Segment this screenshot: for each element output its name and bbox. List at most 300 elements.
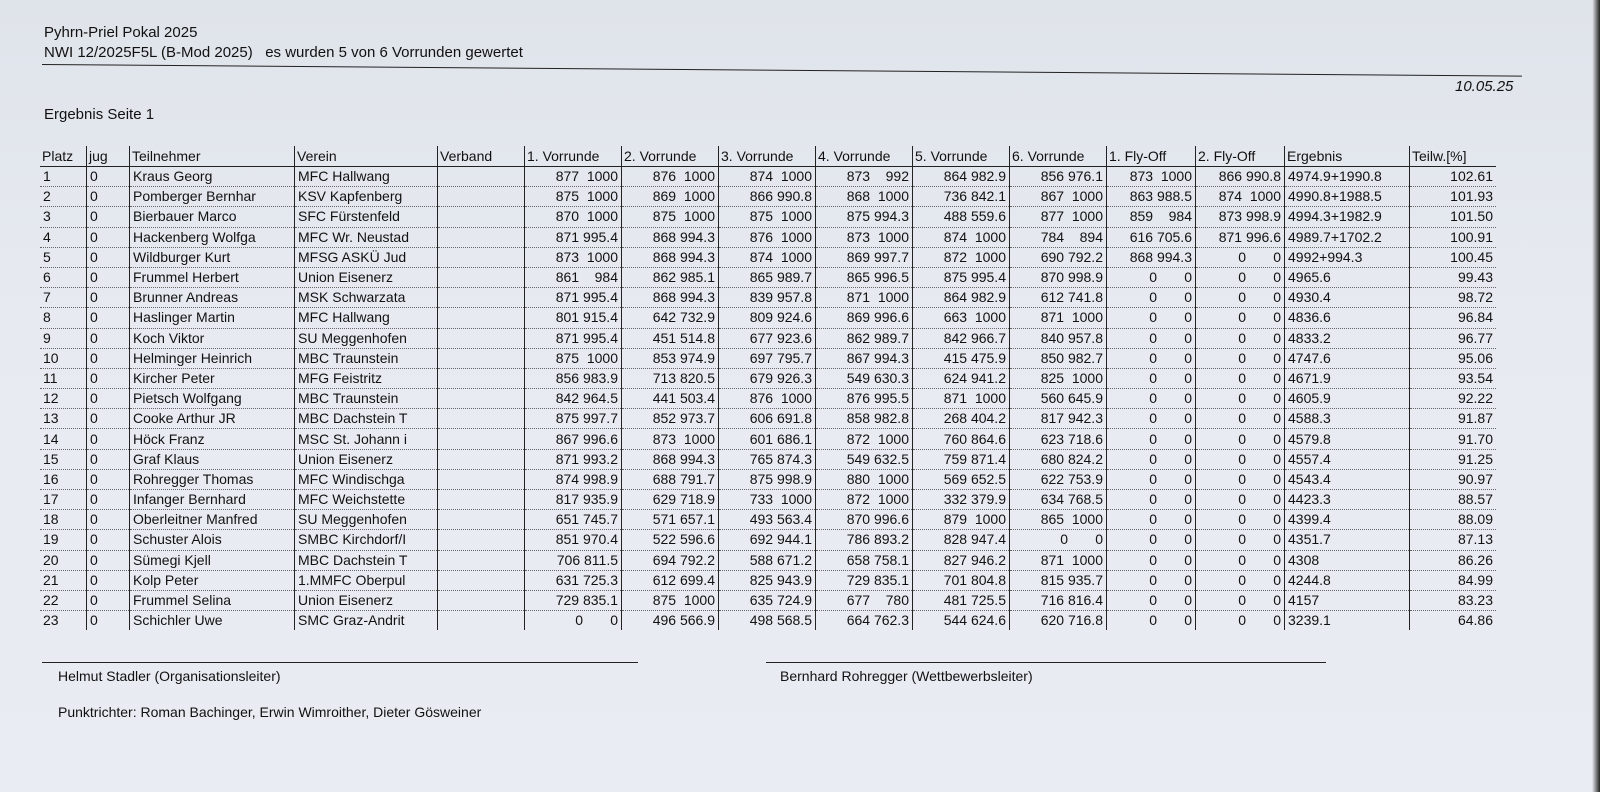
- cell-vorrunde-2: 868 994.3: [622, 288, 719, 308]
- table-row: [40, 429, 1496, 449]
- cell-vorrunde-5: 864 982.9: [913, 167, 1010, 187]
- cell-flyoff-1: 0 0: [1107, 449, 1196, 469]
- cell-teilnehmer: Graf Klaus: [130, 449, 295, 469]
- cell-ergebnis: 4989.7+1702.2: [1285, 227, 1410, 247]
- cell-verband: [438, 247, 525, 267]
- cell-flyoff-1: 0 0: [1107, 611, 1196, 631]
- cell-vorrunde-5: 569 652.5: [913, 469, 1010, 489]
- table-row: [40, 328, 1496, 348]
- col-header: Teilw.[%]: [1410, 146, 1497, 167]
- cell-vorrunde-3: 697 795.7: [719, 348, 816, 368]
- cell-vorrunde-6: 690 792.2: [1010, 247, 1107, 267]
- cell-verband: [438, 449, 525, 469]
- cell-vorrunde-5: 759 871.4: [913, 449, 1010, 469]
- cell-vorrunde-5: 827 946.2: [913, 550, 1010, 570]
- cell-jug: 0: [87, 187, 130, 207]
- header-row: [40, 146, 1496, 167]
- cell-vorrunde-4: 862 989.7: [816, 328, 913, 348]
- cell-vorrunde-1: 0 0: [525, 611, 622, 631]
- cell-vorrunde-1: 875 997.7: [525, 409, 622, 429]
- cell-vorrunde-2: 875 1000: [622, 590, 719, 610]
- cell-teilw: 90.97: [1410, 469, 1497, 489]
- cell-ergebnis: 4836.6: [1285, 308, 1410, 328]
- cell-verein: Union Eisenerz: [295, 590, 438, 610]
- cell-jug: 0: [87, 490, 130, 510]
- cell-flyoff-1: 0 0: [1107, 429, 1196, 449]
- col-header: jug: [87, 146, 130, 167]
- cell-verein: Union Eisenerz: [295, 267, 438, 287]
- table-row: [40, 288, 1496, 308]
- cell-verband: [438, 288, 525, 308]
- cell-flyoff-2: 0 0: [1196, 389, 1285, 409]
- cell-ergebnis: 4244.8: [1285, 570, 1410, 590]
- cell-vorrunde-4: 858 982.8: [816, 409, 913, 429]
- cell-teilnehmer: Kraus Georg: [130, 167, 295, 187]
- cell-teilw: 93.54: [1410, 368, 1497, 388]
- cell-teilw: 91.70: [1410, 429, 1497, 449]
- cell-vorrunde-2: 694 792.2: [622, 550, 719, 570]
- cell-flyoff-2: 871 996.6: [1196, 227, 1285, 247]
- cell-vorrunde-1: 651 745.7: [525, 510, 622, 530]
- cell-vorrunde-6: 0 0: [1010, 530, 1107, 550]
- cell-jug: 0: [87, 469, 130, 489]
- cell-flyoff-2: 0 0: [1196, 530, 1285, 550]
- cell-teilw: 92.22: [1410, 389, 1497, 409]
- cell-jug: 0: [87, 328, 130, 348]
- table-row: [40, 510, 1496, 530]
- cell-jug: 0: [87, 227, 130, 247]
- cell-vorrunde-6: 634 768.5: [1010, 490, 1107, 510]
- cell-flyoff-2: 0 0: [1196, 510, 1285, 530]
- cell-vorrunde-3: 692 944.1: [719, 530, 816, 550]
- table-row: [40, 267, 1496, 287]
- cell-verein: SU Meggenhofen: [295, 328, 438, 348]
- cell-flyoff-1: 0 0: [1107, 530, 1196, 550]
- cell-vorrunde-1: 873 1000: [525, 247, 622, 267]
- cell-jug: 0: [87, 207, 130, 227]
- col-header: 4. Vorrunde: [816, 146, 913, 167]
- cell-ergebnis: 4351.7: [1285, 530, 1410, 550]
- cell-teilnehmer: Kircher Peter: [130, 368, 295, 388]
- cell-flyoff-2: 873 998.9: [1196, 207, 1285, 227]
- cell-verband: [438, 227, 525, 247]
- cell-vorrunde-3: 876 1000: [719, 227, 816, 247]
- cell-vorrunde-5: 828 947.4: [913, 530, 1010, 550]
- cell-vorrunde-4: 865 996.5: [816, 267, 913, 287]
- cell-vorrunde-5: 701 804.8: [913, 570, 1010, 590]
- col-header: 5. Vorrunde: [913, 146, 1010, 167]
- cell-vorrunde-3: 606 691.8: [719, 409, 816, 429]
- cell-vorrunde-1: 871 993.2: [525, 449, 622, 469]
- cell-platz: 7: [40, 288, 87, 308]
- table-row: [40, 308, 1496, 328]
- cell-jug: 0: [87, 510, 130, 530]
- col-header: 1. Fly-Off: [1107, 146, 1196, 167]
- cell-ergebnis: 4992+994.3: [1285, 247, 1410, 267]
- cell-vorrunde-6: 612 741.8: [1010, 288, 1107, 308]
- cell-vorrunde-5: 624 941.2: [913, 368, 1010, 388]
- signature-line-left: [42, 662, 638, 663]
- cell-vorrunde-1: 875 1000: [525, 187, 622, 207]
- cell-teilw: 100.45: [1410, 247, 1497, 267]
- cell-vorrunde-2: 876 1000: [622, 167, 719, 187]
- cell-flyoff-2: 0 0: [1196, 550, 1285, 570]
- col-header: 2. Fly-Off: [1196, 146, 1285, 167]
- cell-platz: 8: [40, 308, 87, 328]
- cell-flyoff-2: 0 0: [1196, 429, 1285, 449]
- cell-vorrunde-3: 876 1000: [719, 389, 816, 409]
- cell-jug: 0: [87, 389, 130, 409]
- cell-vorrunde-6: 870 998.9: [1010, 267, 1107, 287]
- cell-vorrunde-5: 879 1000: [913, 510, 1010, 530]
- signature-line-right: [766, 662, 1326, 663]
- table-row: [40, 490, 1496, 510]
- cell-flyoff-1: 0 0: [1107, 267, 1196, 287]
- cell-vorrunde-2: 642 732.9: [622, 308, 719, 328]
- cell-flyoff-1: 0 0: [1107, 389, 1196, 409]
- cell-vorrunde-4: 867 994.3: [816, 348, 913, 368]
- table-row: [40, 227, 1496, 247]
- cell-vorrunde-6: 840 957.8: [1010, 328, 1107, 348]
- table-row: [40, 187, 1496, 207]
- cell-jug: 0: [87, 449, 130, 469]
- col-header: 2. Vorrunde: [622, 146, 719, 167]
- cell-flyoff-1: 0 0: [1107, 328, 1196, 348]
- cell-ergebnis: 4588.3: [1285, 409, 1410, 429]
- cell-vorrunde-5: 842 966.7: [913, 328, 1010, 348]
- cell-vorrunde-6: 867 1000: [1010, 187, 1107, 207]
- cell-vorrunde-1: 851 970.4: [525, 530, 622, 550]
- cell-vorrunde-5: 415 475.9: [913, 348, 1010, 368]
- cell-verein: MFC Hallwang: [295, 167, 438, 187]
- cell-platz: 15: [40, 449, 87, 469]
- cell-jug: 0: [87, 267, 130, 287]
- cell-platz: 1: [40, 167, 87, 187]
- cell-verein: Union Eisenerz: [295, 449, 438, 469]
- cell-teilnehmer: Pomberger Bernhar: [130, 187, 295, 207]
- cell-vorrunde-5: 872 1000: [913, 247, 1010, 267]
- cell-teilw: 96.77: [1410, 328, 1497, 348]
- document-subtitle: NWI 12/2025F5L (B-Mod 2025) es wurden 5 von 6 Vorrunden gewertet: [44, 44, 523, 61]
- cell-vorrunde-4: 549 632.5: [816, 449, 913, 469]
- header-rule: [42, 64, 1522, 77]
- cell-flyoff-2: 0 0: [1196, 611, 1285, 631]
- cell-vorrunde-4: 872 1000: [816, 429, 913, 449]
- cell-teilnehmer: Kolp Peter: [130, 570, 295, 590]
- cell-teilw: 91.25: [1410, 449, 1497, 469]
- cell-flyoff-1: 868 994.3: [1107, 247, 1196, 267]
- cell-platz: 21: [40, 570, 87, 590]
- cell-vorrunde-4: 871 1000: [816, 288, 913, 308]
- cell-ergebnis: 4974.9+1990.8: [1285, 167, 1410, 187]
- table-row: [40, 389, 1496, 409]
- cell-teilw: 99.43: [1410, 267, 1497, 287]
- cell-flyoff-2: 0 0: [1196, 267, 1285, 287]
- cell-vorrunde-4: 873 992: [816, 167, 913, 187]
- cell-vorrunde-3: 865 989.7: [719, 267, 816, 287]
- cell-verein: SMBC Kirchdorf/I: [295, 530, 438, 550]
- cell-vorrunde-2: 868 994.3: [622, 449, 719, 469]
- cell-ergebnis: 4833.2: [1285, 328, 1410, 348]
- cell-teilnehmer: Sümegi Kjell: [130, 550, 295, 570]
- section-heading: Ergebnis Seite 1: [44, 106, 155, 123]
- cell-flyoff-2: 0 0: [1196, 308, 1285, 328]
- cell-jug: 0: [87, 247, 130, 267]
- cell-vorrunde-1: 874 998.9: [525, 469, 622, 489]
- cell-flyoff-2: 0 0: [1196, 328, 1285, 348]
- table-row: [40, 348, 1496, 368]
- cell-verein: MFC Hallwang: [295, 308, 438, 328]
- cell-platz: 17: [40, 490, 87, 510]
- cell-ergebnis: 4994.3+1982.9: [1285, 207, 1410, 227]
- cell-verein: SU Meggenhofen: [295, 510, 438, 530]
- cell-vorrunde-4: 873 1000: [816, 227, 913, 247]
- cell-vorrunde-6: 620 716.8: [1010, 611, 1107, 631]
- cell-flyoff-1: 873 1000: [1107, 167, 1196, 187]
- cell-vorrunde-6: 815 935.7: [1010, 570, 1107, 590]
- cell-flyoff-1: 863 988.5: [1107, 187, 1196, 207]
- cell-teilw: 102.61: [1410, 167, 1497, 187]
- cell-teilnehmer: Bierbauer Marco: [130, 207, 295, 227]
- cell-teilnehmer: Wildburger Kurt: [130, 247, 295, 267]
- cell-vorrunde-5: 332 379.9: [913, 490, 1010, 510]
- cell-flyoff-1: 0 0: [1107, 469, 1196, 489]
- cell-vorrunde-1: 856 983.9: [525, 368, 622, 388]
- table-row: [40, 368, 1496, 388]
- cell-vorrunde-2: 869 1000: [622, 187, 719, 207]
- cell-ergebnis: 4965.6: [1285, 267, 1410, 287]
- cell-vorrunde-4: 875 994.3: [816, 207, 913, 227]
- cell-jug: 0: [87, 550, 130, 570]
- cell-vorrunde-5: 874 1000: [913, 227, 1010, 247]
- cell-verband: [438, 389, 525, 409]
- cell-vorrunde-3: 493 563.4: [719, 510, 816, 530]
- cell-vorrunde-3: 874 1000: [719, 247, 816, 267]
- table-row: [40, 611, 1496, 631]
- cell-vorrunde-4: 868 1000: [816, 187, 913, 207]
- cell-vorrunde-5: 663 1000: [913, 308, 1010, 328]
- cell-ergebnis: 4308: [1285, 550, 1410, 570]
- cell-verband: [438, 409, 525, 429]
- cell-vorrunde-4: 872 1000: [816, 490, 913, 510]
- cell-flyoff-1: 0 0: [1107, 409, 1196, 429]
- cell-vorrunde-1: 867 996.6: [525, 429, 622, 449]
- cell-verband: [438, 590, 525, 610]
- cell-flyoff-2: 0 0: [1196, 449, 1285, 469]
- cell-flyoff-2: 0 0: [1196, 368, 1285, 388]
- cell-vorrunde-2: 868 994.3: [622, 247, 719, 267]
- cell-ergebnis: 3239.1: [1285, 611, 1410, 631]
- cell-vorrunde-4: 549 630.3: [816, 368, 913, 388]
- cell-jug: 0: [87, 429, 130, 449]
- cell-verein: KSV Kapfenberg: [295, 187, 438, 207]
- cell-flyoff-2: 0 0: [1196, 409, 1285, 429]
- cell-teilnehmer: Frummel Selina: [130, 590, 295, 610]
- cell-vorrunde-5: 544 624.6: [913, 611, 1010, 631]
- cell-teilw: 95.06: [1410, 348, 1497, 368]
- cell-platz: 16: [40, 469, 87, 489]
- col-header: Verein: [295, 146, 438, 167]
- cell-vorrunde-5: 864 982.9: [913, 288, 1010, 308]
- cell-teilw: 87.13: [1410, 530, 1497, 550]
- cell-flyoff-2: 0 0: [1196, 247, 1285, 267]
- cell-verband: [438, 368, 525, 388]
- cell-platz: 5: [40, 247, 87, 267]
- cell-vorrunde-2: 713 820.5: [622, 368, 719, 388]
- col-header: Ergebnis: [1285, 146, 1410, 167]
- table-row: [40, 530, 1496, 550]
- cell-vorrunde-1: 631 725.3: [525, 570, 622, 590]
- cell-vorrunde-1: 861 984: [525, 267, 622, 287]
- cell-teilw: 88.57: [1410, 490, 1497, 510]
- cell-vorrunde-6: 877 1000: [1010, 207, 1107, 227]
- cell-platz: 11: [40, 368, 87, 388]
- cell-flyoff-1: 0 0: [1107, 288, 1196, 308]
- cell-verband: [438, 469, 525, 489]
- cell-platz: 22: [40, 590, 87, 610]
- table-row: [40, 590, 1496, 610]
- cell-vorrunde-1: 871 995.4: [525, 288, 622, 308]
- cell-flyoff-2: 0 0: [1196, 348, 1285, 368]
- cell-vorrunde-2: 441 503.4: [622, 389, 719, 409]
- cell-verband: [438, 530, 525, 550]
- cell-vorrunde-6: 817 942.3: [1010, 409, 1107, 429]
- cell-vorrunde-3: 825 943.9: [719, 570, 816, 590]
- cell-verband: [438, 187, 525, 207]
- cell-verein: MSC St. Johann i: [295, 429, 438, 449]
- cell-verein: MFG Feistritz: [295, 368, 438, 388]
- cell-teilnehmer: Rohregger Thomas: [130, 469, 295, 489]
- cell-vorrunde-4: 869 997.7: [816, 247, 913, 267]
- cell-verband: [438, 167, 525, 187]
- cell-vorrunde-1: 871 995.4: [525, 328, 622, 348]
- cell-flyoff-1: 0 0: [1107, 368, 1196, 388]
- cell-teilnehmer: Hackenberg Wolfga: [130, 227, 295, 247]
- cell-teilnehmer: Cooke Arthur JR: [130, 409, 295, 429]
- cell-vorrunde-3: 875 1000: [719, 207, 816, 227]
- cell-flyoff-1: 0 0: [1107, 348, 1196, 368]
- cell-vorrunde-3: 809 924.6: [719, 308, 816, 328]
- cell-vorrunde-5: 736 842.1: [913, 187, 1010, 207]
- cell-ergebnis: 4990.8+1988.5: [1285, 187, 1410, 207]
- cell-platz: 6: [40, 267, 87, 287]
- cell-jug: 0: [87, 308, 130, 328]
- cell-vorrunde-4: 786 893.2: [816, 530, 913, 550]
- cell-verein: MBC Traunstein: [295, 348, 438, 368]
- cell-teilw: 64.86: [1410, 611, 1497, 631]
- cell-vorrunde-5: 871 1000: [913, 389, 1010, 409]
- cell-teilw: 98.72: [1410, 288, 1497, 308]
- cell-platz: 9: [40, 328, 87, 348]
- cell-ergebnis: 4605.9: [1285, 389, 1410, 409]
- page-edge: [1592, 0, 1600, 792]
- cell-teilnehmer: Frummel Herbert: [130, 267, 295, 287]
- cell-jug: 0: [87, 611, 130, 631]
- cell-flyoff-1: 0 0: [1107, 490, 1196, 510]
- cell-vorrunde-2: 853 974.9: [622, 348, 719, 368]
- cell-verein: MFC Wr. Neustad: [295, 227, 438, 247]
- cell-vorrunde-3: 839 957.8: [719, 288, 816, 308]
- cell-jug: 0: [87, 530, 130, 550]
- cell-verein: SMC Graz-Andrit: [295, 611, 438, 631]
- cell-flyoff-1: 0 0: [1107, 550, 1196, 570]
- cell-verein: MSK Schwarzata: [295, 288, 438, 308]
- cell-platz: 12: [40, 389, 87, 409]
- cell-ergebnis: 4543.4: [1285, 469, 1410, 489]
- cell-flyoff-2: 0 0: [1196, 469, 1285, 489]
- cell-platz: 14: [40, 429, 87, 449]
- cell-flyoff-1: 0 0: [1107, 308, 1196, 328]
- cell-vorrunde-5: 481 725.5: [913, 590, 1010, 610]
- cell-teilw: 101.50: [1410, 207, 1497, 227]
- cell-vorrunde-4: 677 780: [816, 590, 913, 610]
- cell-vorrunde-6: 871 1000: [1010, 550, 1107, 570]
- cell-vorrunde-3: 874 1000: [719, 167, 816, 187]
- cell-teilw: 96.84: [1410, 308, 1497, 328]
- cell-verein: 1.MMFC Oberpul: [295, 570, 438, 590]
- cell-ergebnis: 4747.6: [1285, 348, 1410, 368]
- cell-verein: MBC Dachstein T: [295, 409, 438, 429]
- cell-vorrunde-5: 875 995.4: [913, 267, 1010, 287]
- cell-flyoff-1: 0 0: [1107, 590, 1196, 610]
- cell-vorrunde-1: 706 811.5: [525, 550, 622, 570]
- cell-verein: MBC Traunstein: [295, 389, 438, 409]
- cell-vorrunde-2: 875 1000: [622, 207, 719, 227]
- cell-ergebnis: 4157: [1285, 590, 1410, 610]
- cell-vorrunde-5: 760 864.6: [913, 429, 1010, 449]
- cell-vorrunde-2: 868 994.3: [622, 227, 719, 247]
- cell-flyoff-2: 0 0: [1196, 590, 1285, 610]
- cell-vorrunde-6: 865 1000: [1010, 510, 1107, 530]
- cell-vorrunde-6: 560 645.9: [1010, 389, 1107, 409]
- cell-verband: [438, 308, 525, 328]
- cell-vorrunde-6: 850 982.7: [1010, 348, 1107, 368]
- cell-teilw: 101.93: [1410, 187, 1497, 207]
- cell-teilw: 91.87: [1410, 409, 1497, 429]
- cell-verband: [438, 550, 525, 570]
- cell-flyoff-2: 0 0: [1196, 570, 1285, 590]
- cell-jug: 0: [87, 167, 130, 187]
- cell-jug: 0: [87, 348, 130, 368]
- cell-vorrunde-2: 862 985.1: [622, 267, 719, 287]
- cell-teilnehmer: Oberleitner Manfred: [130, 510, 295, 530]
- judges-list: Punktrichter: Roman Bachinger, Erwin Wimroither, Dieter Gösweiner: [58, 704, 482, 720]
- cell-vorrunde-2: 612 699.4: [622, 570, 719, 590]
- results-table: [40, 146, 1496, 630]
- cell-vorrunde-4: 664 762.3: [816, 611, 913, 631]
- cell-flyoff-2: 0 0: [1196, 490, 1285, 510]
- cell-platz: 19: [40, 530, 87, 550]
- cell-jug: 0: [87, 570, 130, 590]
- cell-vorrunde-3: 875 998.9: [719, 469, 816, 489]
- cell-vorrunde-4: 870 996.6: [816, 510, 913, 530]
- cell-jug: 0: [87, 288, 130, 308]
- cell-verband: [438, 570, 525, 590]
- cell-platz: 4: [40, 227, 87, 247]
- cell-vorrunde-1: 870 1000: [525, 207, 622, 227]
- cell-vorrunde-1: 871 995.4: [525, 227, 622, 247]
- cell-vorrunde-4: 658 758.1: [816, 550, 913, 570]
- cell-ergebnis: 4671.9: [1285, 368, 1410, 388]
- cell-platz: 2: [40, 187, 87, 207]
- cell-jug: 0: [87, 409, 130, 429]
- cell-vorrunde-3: 588 671.2: [719, 550, 816, 570]
- cell-verein: SFC Fürstenfeld: [295, 207, 438, 227]
- document-date: 10.05.25: [1455, 78, 1514, 95]
- table-row: [40, 449, 1496, 469]
- table-row: [40, 409, 1496, 429]
- cell-flyoff-1: 859 984: [1107, 207, 1196, 227]
